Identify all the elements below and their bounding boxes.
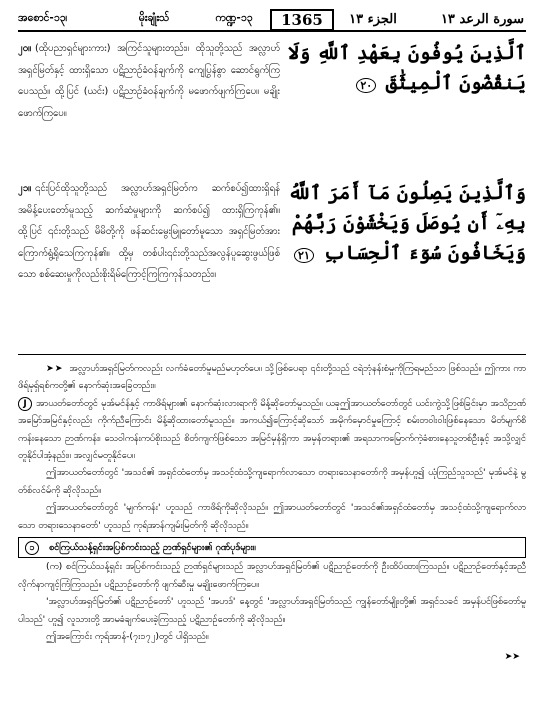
verse-20-text: (ထိုပညာရှင်များကား) အကြင်သူများတည်း။ ထိုသူတို့သည် အလ္လာဟ်အရှင်မြတ်နှင့် ထားရှိသော ပဋိညာဉ်ခံဝန်ချက်ကို ကျေပြွန်စွာ ဆောင်ရွက်ကြ ပေသည်။ ထို့ပြင် (ယင်း) ပဋိညာဉ်ခံဝန်ချက်ကို မဖောက်ဖျက်ကြပေ။ မချိုးဖောက်ကြပေ။ xyxy=(18,43,280,119)
verse-21-arabic-number: ٢١ xyxy=(294,248,314,263)
verse-21-arabic-text: وَٱلَّذِينَ يَصِلُونَ مَآ أَمَرَ ٱللَّهُ بِهِۦٓ أَن يُوصَلَ وَيَخْشَوْنَ رَبَّهُمْ وَيَخَافُونَ سُوٓءَ ٱلْحِسَابِ xyxy=(288,182,526,264)
note-box-heading-text: စင်ကြယ်သန့်ရှင်းအပြစ်ကင်းသည့် ဉာဏ်ရှင်များ၏ ဂုဏ်ပုဒ်များ။ xyxy=(49,542,256,554)
verse-20-translation xyxy=(18,38,280,168)
note-marker-1: ၁ xyxy=(25,541,39,555)
section-divider xyxy=(18,354,526,355)
note-paragraph-3: ဤအာယတ်တော်တွင် 'အသင်၏ အရှင်ထံတော်မှ အသင့်ထံသို့ကျရောက်လာသော တရားသေနာတော်ကို အမှန်ဟူ၍ ယုံကြည်သူသည်' မုအ်မင်နဲ့ မွတ်စ်လင်မ်ကို ဆိုလိုသည်။ xyxy=(18,467,526,496)
verse-21-text: ၎င်းပြင်ထိုသူတို့သည် အလ္လာဟ်အရှင်မြတ်က ဆက်စပ်၍ထားရှိရန် အမိန့်ပေးတော်မူသည့် ဆက်ဆံမှုများကို ဆက်စပ်၍ ထားရှိကြကုန်၏။ ထို့ပြင် ၎င်းတို့သည် မိမိတို့ကို ဖန်ဆင်းမွေးမြူတော်မူသော အရှင်မြတ်အား ကြောက်ရွံ့ရိုသေကြကုန်၏။ ထို့မှ တစ်ပါး၎င်းတို့သည်အလွန်ပူဆွေးဖွယ်ဖြစ်သော စစ်ဆေးမှုကိုလည်းစိုးရိမ်ကြောင့်ကြကြကုန်သတည်း။ xyxy=(18,183,280,280)
note-paragraph-6: 'အလ္လာဟ်အရှင်မြတ်၏ ပဋိညာဉ်တော်' ဟူသည် 'အဟဒ်' နေ့တွင် 'အလ္လာဟ်အရှင်မြတ်သည် ကျွန်တော်မျိုးတို့၏ အရှင်သခင် အမှန်ပင်ဖြစ်တော်မူပါသည်' ဟူ၍ လူသားတို့ အာမခံချက်ပေးခဲ့ကြသည့် ပဋိညာဉ်တော်ကို ဆိုလိုသည်။ xyxy=(18,596,526,625)
note-marker-j: J xyxy=(18,397,32,411)
page-number: 1365 xyxy=(270,9,334,31)
note-1-text: အလ္လာဟ်အရှင်မြတ်ကလည်း လက်ခံတော်မူမည်မဟုတ်ပေ။ သို့ဖြစ်ပေရာ ၎င်းတို့သည် ငရဲဘုံနန်းစံမှုကိုကြရမည်သာ ဖြစ်သည်။ ဤကား ကာဖိရ်မုရှ်ရစ်ကတို့၏ နောက်ဆုံးအခြေတည်း။ xyxy=(18,363,526,392)
page-header xyxy=(18,8,526,32)
verse-21-translation xyxy=(18,178,280,348)
quran-page xyxy=(18,8,526,704)
note-box-heading xyxy=(18,537,526,558)
verse-20-arabic xyxy=(280,38,526,168)
note-2-text: အာယတ်တော်တွင် မုအ်မင်န်နှင့် ကာဖိရ်များ၏ နောက်ဆုံးလားရာကို မိန့်ဆိုတော်မူသည်။ ယခုဤအာယတ်တော်တွင် ယင်းကွဲသို့ဖြစ်ခြင်းမှာ အသိဉာဏ် အမြော်အမြင်နှင့်လည်း ကိုက်ညီကြောင်း မိန့်ဆိုထားတော်မူသည်။ အကယ်၍ကြောင့်ဆိုသော် အမိုက်မှောင်မှုကြောင့် စမ်းတဝါးဝါးဖြစ်နေသော မိတ်မျက်စိ ကန်းနေသော ဉာဏ်ကန်း၊ သေဝါကန်းကပ်စိုးသည် စိတ်ကျက်ဖြစ်သော အမြင်မှန်ရှိကာ အမှန်တရား၏ အရသာကမြောက်ကဲ့ခံစားနေသူတစ်ဦးနှင့် အသို့လျှင်တူနိုင်ပါအံ့နည်း။ အလျှင်မတူနိုင်ပေ။ xyxy=(18,397,526,462)
header-juz: الجزء ١٣ xyxy=(349,11,397,27)
note-paragraph-1 xyxy=(18,360,526,395)
continue-arrow-icon: ➤➤ xyxy=(46,363,64,374)
note-paragraph-7: ဤအကြောင်း ကုရ်အာန်-(၇း၁၇၂)တွင် ပါရှိသည်။ xyxy=(46,631,209,643)
header-section: ကဏ္ဍ-၁၃ xyxy=(215,11,253,24)
verse-21-arabic xyxy=(280,178,526,348)
header-surah: سورة الرعد ١٣ xyxy=(440,11,524,27)
verse-20-arabic-text: ٱلَّذِينَ يُوفُونَ بِعَهْدِ ٱللَّهِ وَلَا يَنقُضُونَ ٱلْمِيثَٰقَ xyxy=(288,42,526,94)
note-paragraph-5: (က) စင်ကြယ်သန့်ရှင်း အပြစ်ကင်းသည့် ဉာဏ်ရှင်များသည် အလ္လာဟ်အရှင်မြတ်၏ ပဋိညာဉ်တော်ကို ဦးထိပ်ထားကြသည်။ ပဋိညာဉ်တော်နှင့်အညီ လိုက်နာကျင့်ကြံကြသည်။ ပဋိညာဉ်တော်ကို ဖျက်ဆီးမှု မချိုးဖောက်ကြပေ။ xyxy=(18,561,526,590)
header-chapter: မိုးချုံးသ် xyxy=(138,11,170,24)
note-paragraph-4: ဤအာယတ်တော်တွင် 'မျက်ကန်း' ဟူသည် ကာဖိရ်ကိုဆိုလိုသည်။ ဤအာယတ်တော်တွင် 'အသင်၏အရှင်ထံတော်မှ အသင့်ထံသို့ကျရောက်လာ သော တရားသေနာတော်' ဟူသည် ကုရ်အာန်ကျမ်းမြတ်ကို ဆိုလိုသည်။ xyxy=(18,502,526,531)
verse-20 xyxy=(18,38,526,168)
verse-21 xyxy=(18,178,526,348)
header-volume: အစောင်-၁၃၊ xyxy=(18,11,68,24)
verse-20-arabic-number: ٢٠ xyxy=(356,78,376,93)
continue-arrow-bottom-icon: ➤➤ xyxy=(504,650,520,662)
verse-21-number: ၂၁။ xyxy=(18,183,32,194)
verse-20-number: ၂၀။ xyxy=(18,43,32,54)
note-paragraph-2 xyxy=(18,395,526,465)
commentary xyxy=(18,360,526,665)
